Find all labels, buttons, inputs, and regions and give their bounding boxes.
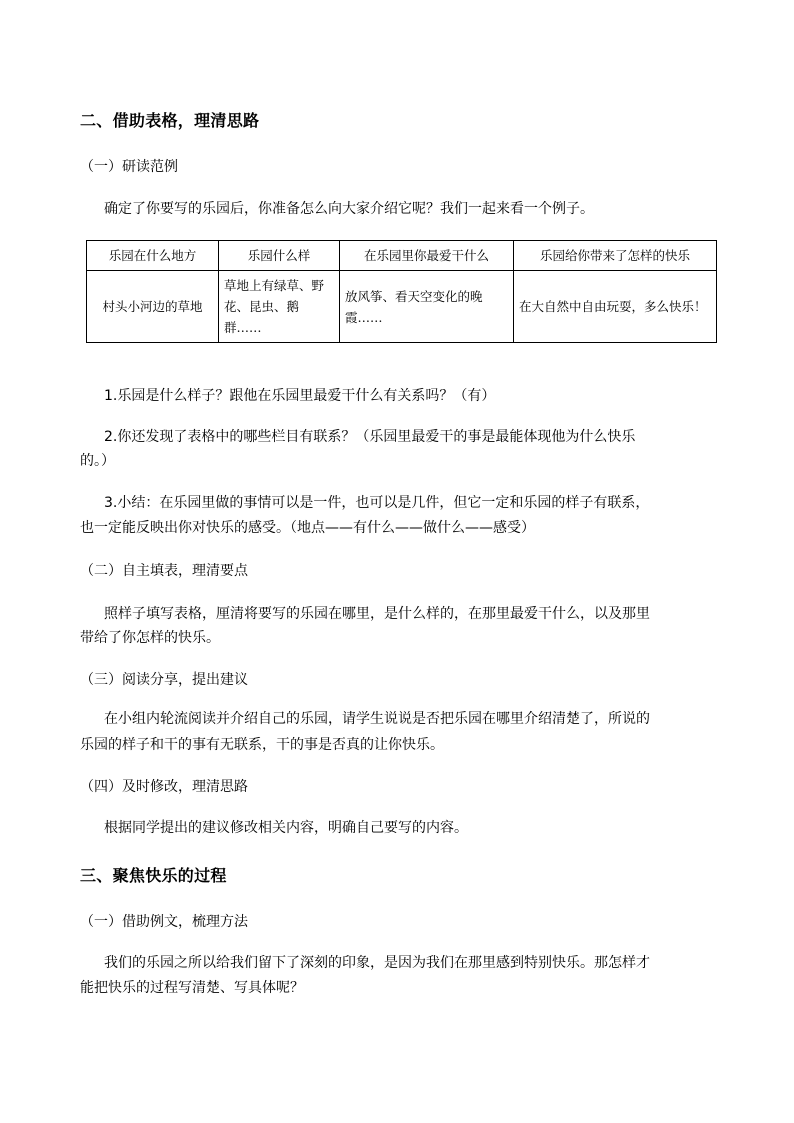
paragraph-2-2-line-2: 带给了你怎样的快乐。 (80, 630, 220, 646)
table-header-cell: 乐园什么样 (219, 241, 340, 271)
summary-line-1: 3.小结：在乐园里做的事情可以是一件，也可以是几件，但它一定和乐园的样子有联系， (104, 495, 650, 511)
subsection-2-4-heading: （四）及时修改，理清思路 (80, 779, 248, 795)
question-2-line-2: 的。） (80, 453, 115, 469)
section-2-heading: 二、借助表格，理清思路 (80, 111, 260, 130)
subsection-2-1-heading: （一）研读范例 (80, 159, 178, 175)
paragraph-2-3-line-1: 在小组内轮流阅读并介绍自己的乐园，请学生说说是否把乐园在哪里介绍清楚了，所说的 (104, 711, 650, 727)
paragraph-2-3-line-2: 乐园的样子和干的事有无联系，干的事是否真的让你快乐。 (80, 737, 444, 753)
paragraph-2-2-line-1: 照样子填写表格，厘清将要写的乐园在哪里，是什么样的，在那里最爱干什么，以及那里 (104, 606, 650, 622)
table-cell-appearance: 草地上有绿草、野花、昆虫、鹅群…… (219, 271, 340, 343)
subsection-2-3-heading: （三）阅读分享，提出建议 (80, 672, 248, 688)
question-1: 1.乐园是什么样子？跟他在乐园里最爱干什么有关系吗？（有） (104, 388, 496, 404)
table-cell-location: 村头小河边的草地 (87, 271, 219, 343)
question-2-line-1: 2.你还发现了表格中的哪些栏目有联系？（乐园里最爱干的事是最能体现他为什么快乐 (104, 429, 636, 445)
paragraph-2-1-intro: 确定了你要写的乐园后，你准备怎么向大家介绍它呢？我们一起来看一个例子。 (104, 201, 594, 217)
table-header-cell: 在乐园里你最爱干什么 (340, 241, 514, 271)
subsection-2-2-heading: （二）自主填表，理清要点 (80, 563, 248, 579)
table-header-cell: 乐园在什么地方 (87, 241, 219, 271)
summary-line-2: 也一定能反映出你对快乐的感受。（地点——有什么——做什么——感受） (80, 520, 535, 536)
table-header-cell: 乐园给你带来了怎样的快乐 (514, 241, 717, 271)
section-3-heading: 三、聚焦快乐的过程 (80, 866, 227, 885)
table-header-row (87, 241, 717, 271)
table-cell-joy: 在大自然中自由玩耍，多么快乐！ (514, 271, 717, 343)
example-table (86, 240, 717, 343)
table-row (87, 271, 717, 343)
paragraph-3-1-line-2: 能把快乐的过程写清楚、写具体呢？ (80, 980, 304, 996)
subsection-3-1-heading: （一）借助例文，梳理方法 (80, 914, 248, 930)
paragraph-2-4-line-1: 根据同学提出的建议修改相关内容，明确自己要写的内容。 (104, 820, 468, 836)
table-cell-activity: 放风筝、看天空变化的晚霞…… (340, 271, 514, 343)
paragraph-3-1-line-1: 我们的乐园之所以给我们留下了深刻的印象，是因为我们在那里感到特别快乐。那怎样才 (104, 955, 650, 971)
